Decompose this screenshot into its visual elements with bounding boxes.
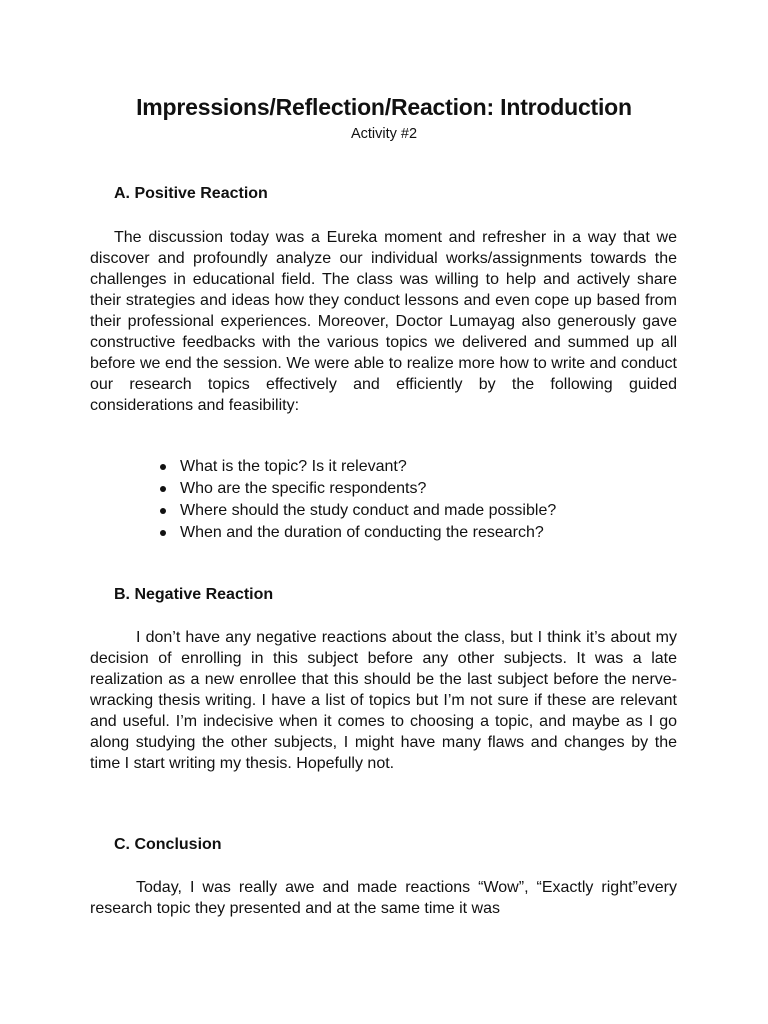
section-heading-negative: B. Negative Reaction — [114, 586, 274, 603]
bullet-icon — [160, 464, 166, 470]
list-item-text: When and the duration of conducting the research? — [180, 524, 544, 541]
considerations-list — [160, 456, 556, 544]
section-heading-positive: A. Positive Reaction — [114, 185, 268, 202]
bullet-icon — [160, 508, 166, 514]
list-item-text: Where should the study conduct and made possible? — [180, 502, 557, 519]
list-item — [160, 500, 556, 522]
paragraph-positive: The discussion today was a Eureka moment and refresher in a way that we discover and profoundly analyze our individual works/assignments towards the challenges in educational field. The class was willing to help and actively share their strategies and ideas how they conduct lessons and even cope up based from their professional experiences. Moreover, Doctor Lumayag also generously gave constructive feedbacks with the various topics we delivered and summed up all before we end the session. We were able to realize more how to write and conduct our research topics effectively and efficiently by the following guided considerations and feasibility: — [90, 229, 677, 414]
list-item — [160, 522, 556, 544]
list-item-text: Who are the specific respondents? — [180, 480, 427, 497]
bullet-icon — [160, 530, 166, 536]
document-subtitle: Activity #2 — [350, 126, 418, 142]
list-item-text: What is the topic? Is it relevant? — [180, 458, 407, 475]
list-item — [160, 456, 556, 478]
bullet-icon — [160, 486, 166, 492]
list-item — [160, 478, 556, 500]
section-heading-conclusion: C. Conclusion — [114, 836, 222, 853]
document-title: Impressions/Reflection/Reaction: Introduction — [136, 94, 632, 120]
paragraph-conclusion: Today, I was really awe and made reactions “Wow”, “Exactly right”every research topic they presented and at the same time it was — [90, 879, 677, 917]
paragraph-negative: I don’t have any negative reactions about the class, but I think it’s about my decision of enrolling in this subject before any other subjects. It was a late realization as a new enrollee that this should be the last subject before the nerve-wracking thesis writing. I have a list of topics but I’m not sure if these are relevant and useful. I’m indecisive when it comes to choosing a topic, and maybe as I go along studying the other subjects, I might have many flaws and changes by the time I start writing my thesis. Hopefully not. — [90, 629, 677, 772]
